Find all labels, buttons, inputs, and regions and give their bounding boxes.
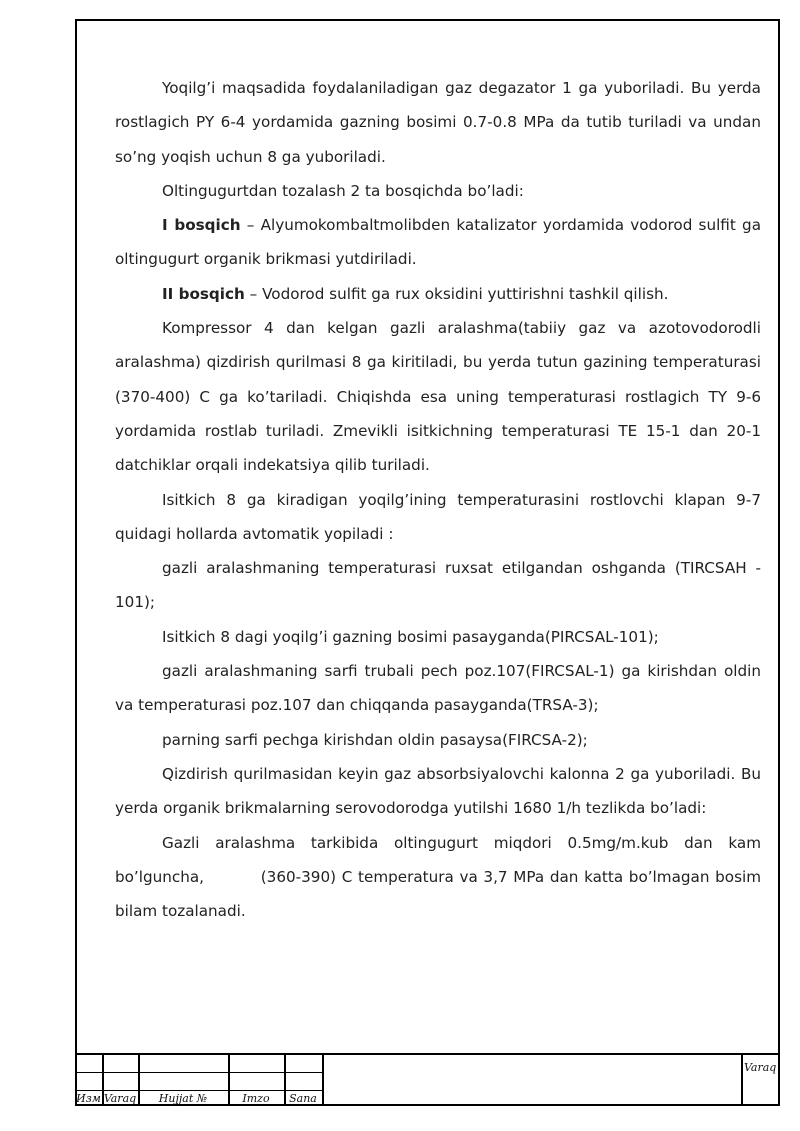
title-block (75, 1053, 780, 1106)
stamp-label-izm: Изм (76, 1092, 101, 1105)
paragraph-7: gazli aralashmaning temperaturasi ruxsat etilgandan oshganda (TIRCSAH - 101); (115, 559, 761, 612)
paragraph-9: gazli aralashmaning sarfi trubali pech poz.107(FIRCSAL-1) ga kirishdan oldin va temperaturasi poz.107 dan chiqqanda pasayganda(TRSA-3); (115, 662, 761, 715)
sheet-number-cell (741, 1055, 780, 1108)
paragraph-1: Yoqilg’i maqsadida foydalaniladigan gaz degazator 1 ga yuboriladi. Bu yerda rostlagich PY 6-4 yordamida gazning bosimi 0.7-0.8 MPa da tutib turiladi va undan so’ng yoqish uchun 8 ga yuboriladi. (115, 79, 761, 166)
stamp-label-sana: Sana (289, 1092, 317, 1105)
stamp-divider (322, 1055, 324, 1106)
stage-1-heading: I bosqich (162, 216, 241, 235)
stamp-label-hujjat: Hujjat № (158, 1092, 208, 1105)
paragraph-12: Gazli aralashma tarkibida oltingugurt miqdori 0.5mg/m.kub dan kam bo’lguncha, (360-390) C temperatura va 3,7 MPa dan katta bo’lmagan bosim bilam tozalanadi. (115, 833, 766, 921)
stamp-row-line (75, 1072, 322, 1073)
paragraph-3: I bosqich – Alyumokombaltmolibden katalizator yordamida vodorod sulfit ga oltingugurt organik brikmasi yutdiriladi. (115, 216, 761, 269)
paragraph-5: Kompressor 4 dan kelgan gazli aralashma(tabiiy gaz va azotovodorodli aralashma) qizdirish qurilmasi 8 ga kiritiladi, bu yerda tutun gazining temperaturasi (370-400) C ga ko’tariladi. Chiqishda esa uning temperaturasi rostlagich TY 9-6 yordamida rostlab turiladi. Zmevikli isitkichning temperaturasi TE 15-1 dan 20-1 datchiklar orqali indekatsiya qilib turiladi. (115, 319, 761, 475)
paragraph-10: parning sarfi pechga kirishdan oldin pasaysa(FIRCSA-2); (162, 730, 588, 749)
stage-2-heading: II bosqich (162, 284, 245, 303)
stamp-label-imzo: Imzo (242, 1092, 270, 1105)
sheet-number-label: Varaq (744, 1061, 777, 1074)
paragraph-6: Isitkich 8 ga kiradigan yoqilg’ining temperaturasini rostlovchi klapan 9-7 quidagi hollarda avtomatik yopiladi : (115, 490, 761, 543)
paragraph-2: Oltingugurtdan tozalash 2 ta bosqichda bo’ladi: (162, 181, 524, 200)
stamp-row-line (75, 1090, 322, 1091)
paragraph-8: Isitkich 8 dagi yoqilg’i gazning bosimi pasayganda(PIRCSAL-101); (162, 627, 659, 646)
document-body (115, 71, 766, 928)
stamp-label-varaq: Varaq (103, 1092, 137, 1105)
paragraph-11: Qizdirish qurilmasidan keyin gaz absorbsiyalovchi kalonna 2 ga yuboriladi. Bu yerda organik brikmalarning serovodorodga yutilshi 1680 1/h tezlikda bo’ladi: (115, 764, 761, 818)
paragraph-4: II bosqich – Vodorod sulfit ga rux oksidini yuttirishni tashkil qilish. (162, 284, 669, 303)
